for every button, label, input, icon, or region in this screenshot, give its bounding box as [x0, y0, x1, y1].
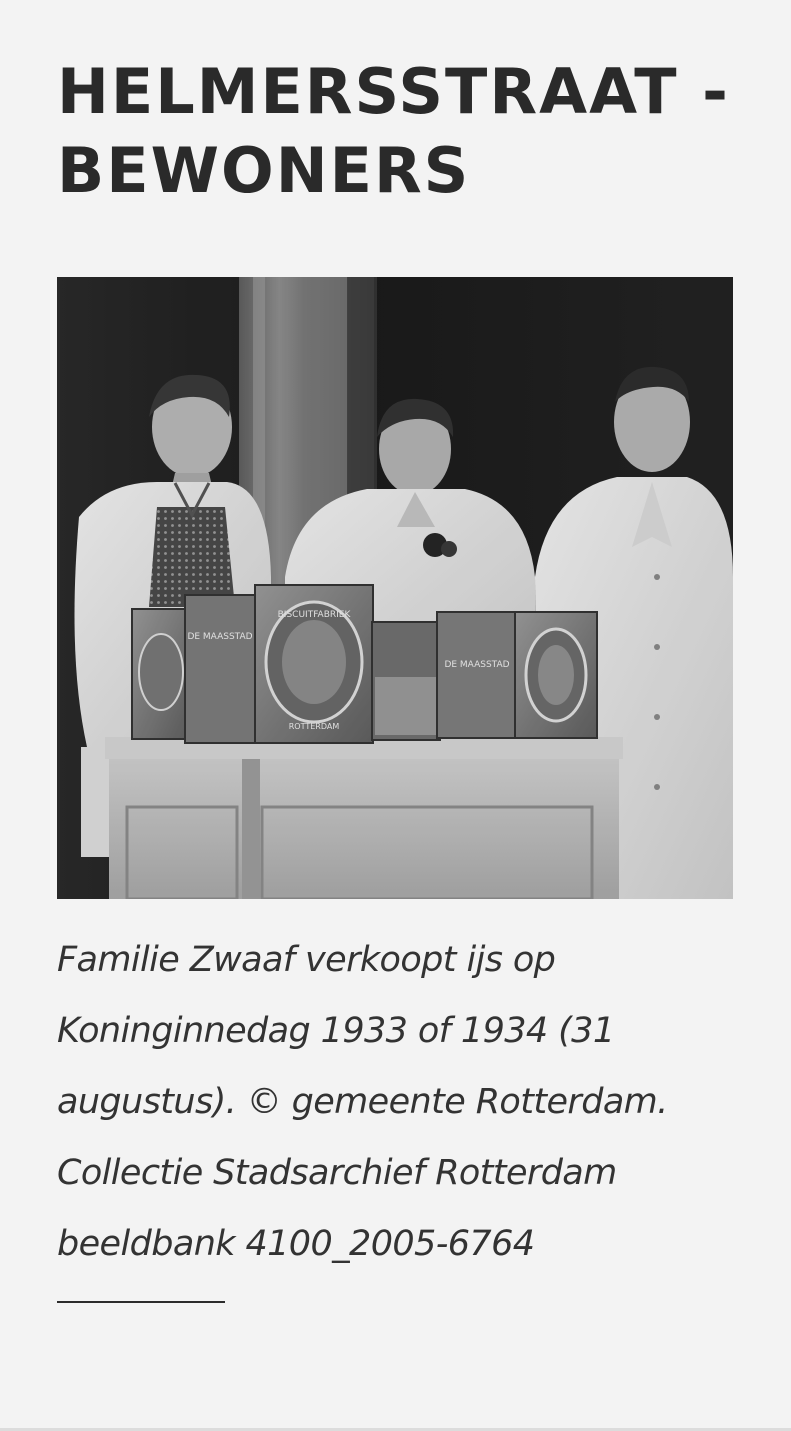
section-divider [57, 1301, 225, 1303]
svg-text:ROTTERDAM: ROTTERDAM [288, 722, 340, 731]
svg-text:BISCUITFABRIEK: BISCUITFABRIEK [277, 610, 351, 620]
page-title [57, 52, 733, 210]
caption-line: beeldbank 4100_2005-6764 [57, 1224, 535, 1264]
photo-caption [57, 925, 733, 1280]
caption-line: Collectie Stadsarchief Rotterdam [57, 1153, 617, 1193]
page-title-line: HELMERSSTRAAT - [57, 55, 730, 128]
caption-line: augustus). © gemeente Rotterdam. [57, 1082, 668, 1122]
svg-text:DE MAASSTAD: DE MAASSTAD [444, 660, 510, 670]
page-title-line: BEWONERS [57, 134, 471, 207]
svg-text:DE MAASSTAD: DE MAASSTAD [187, 632, 253, 642]
caption-line: Familie Zwaaf verkoopt ijs op [57, 940, 556, 980]
historic-photo [57, 277, 733, 899]
caption-line: Koninginnedag 1933 of 1934 (31 [57, 1011, 615, 1051]
